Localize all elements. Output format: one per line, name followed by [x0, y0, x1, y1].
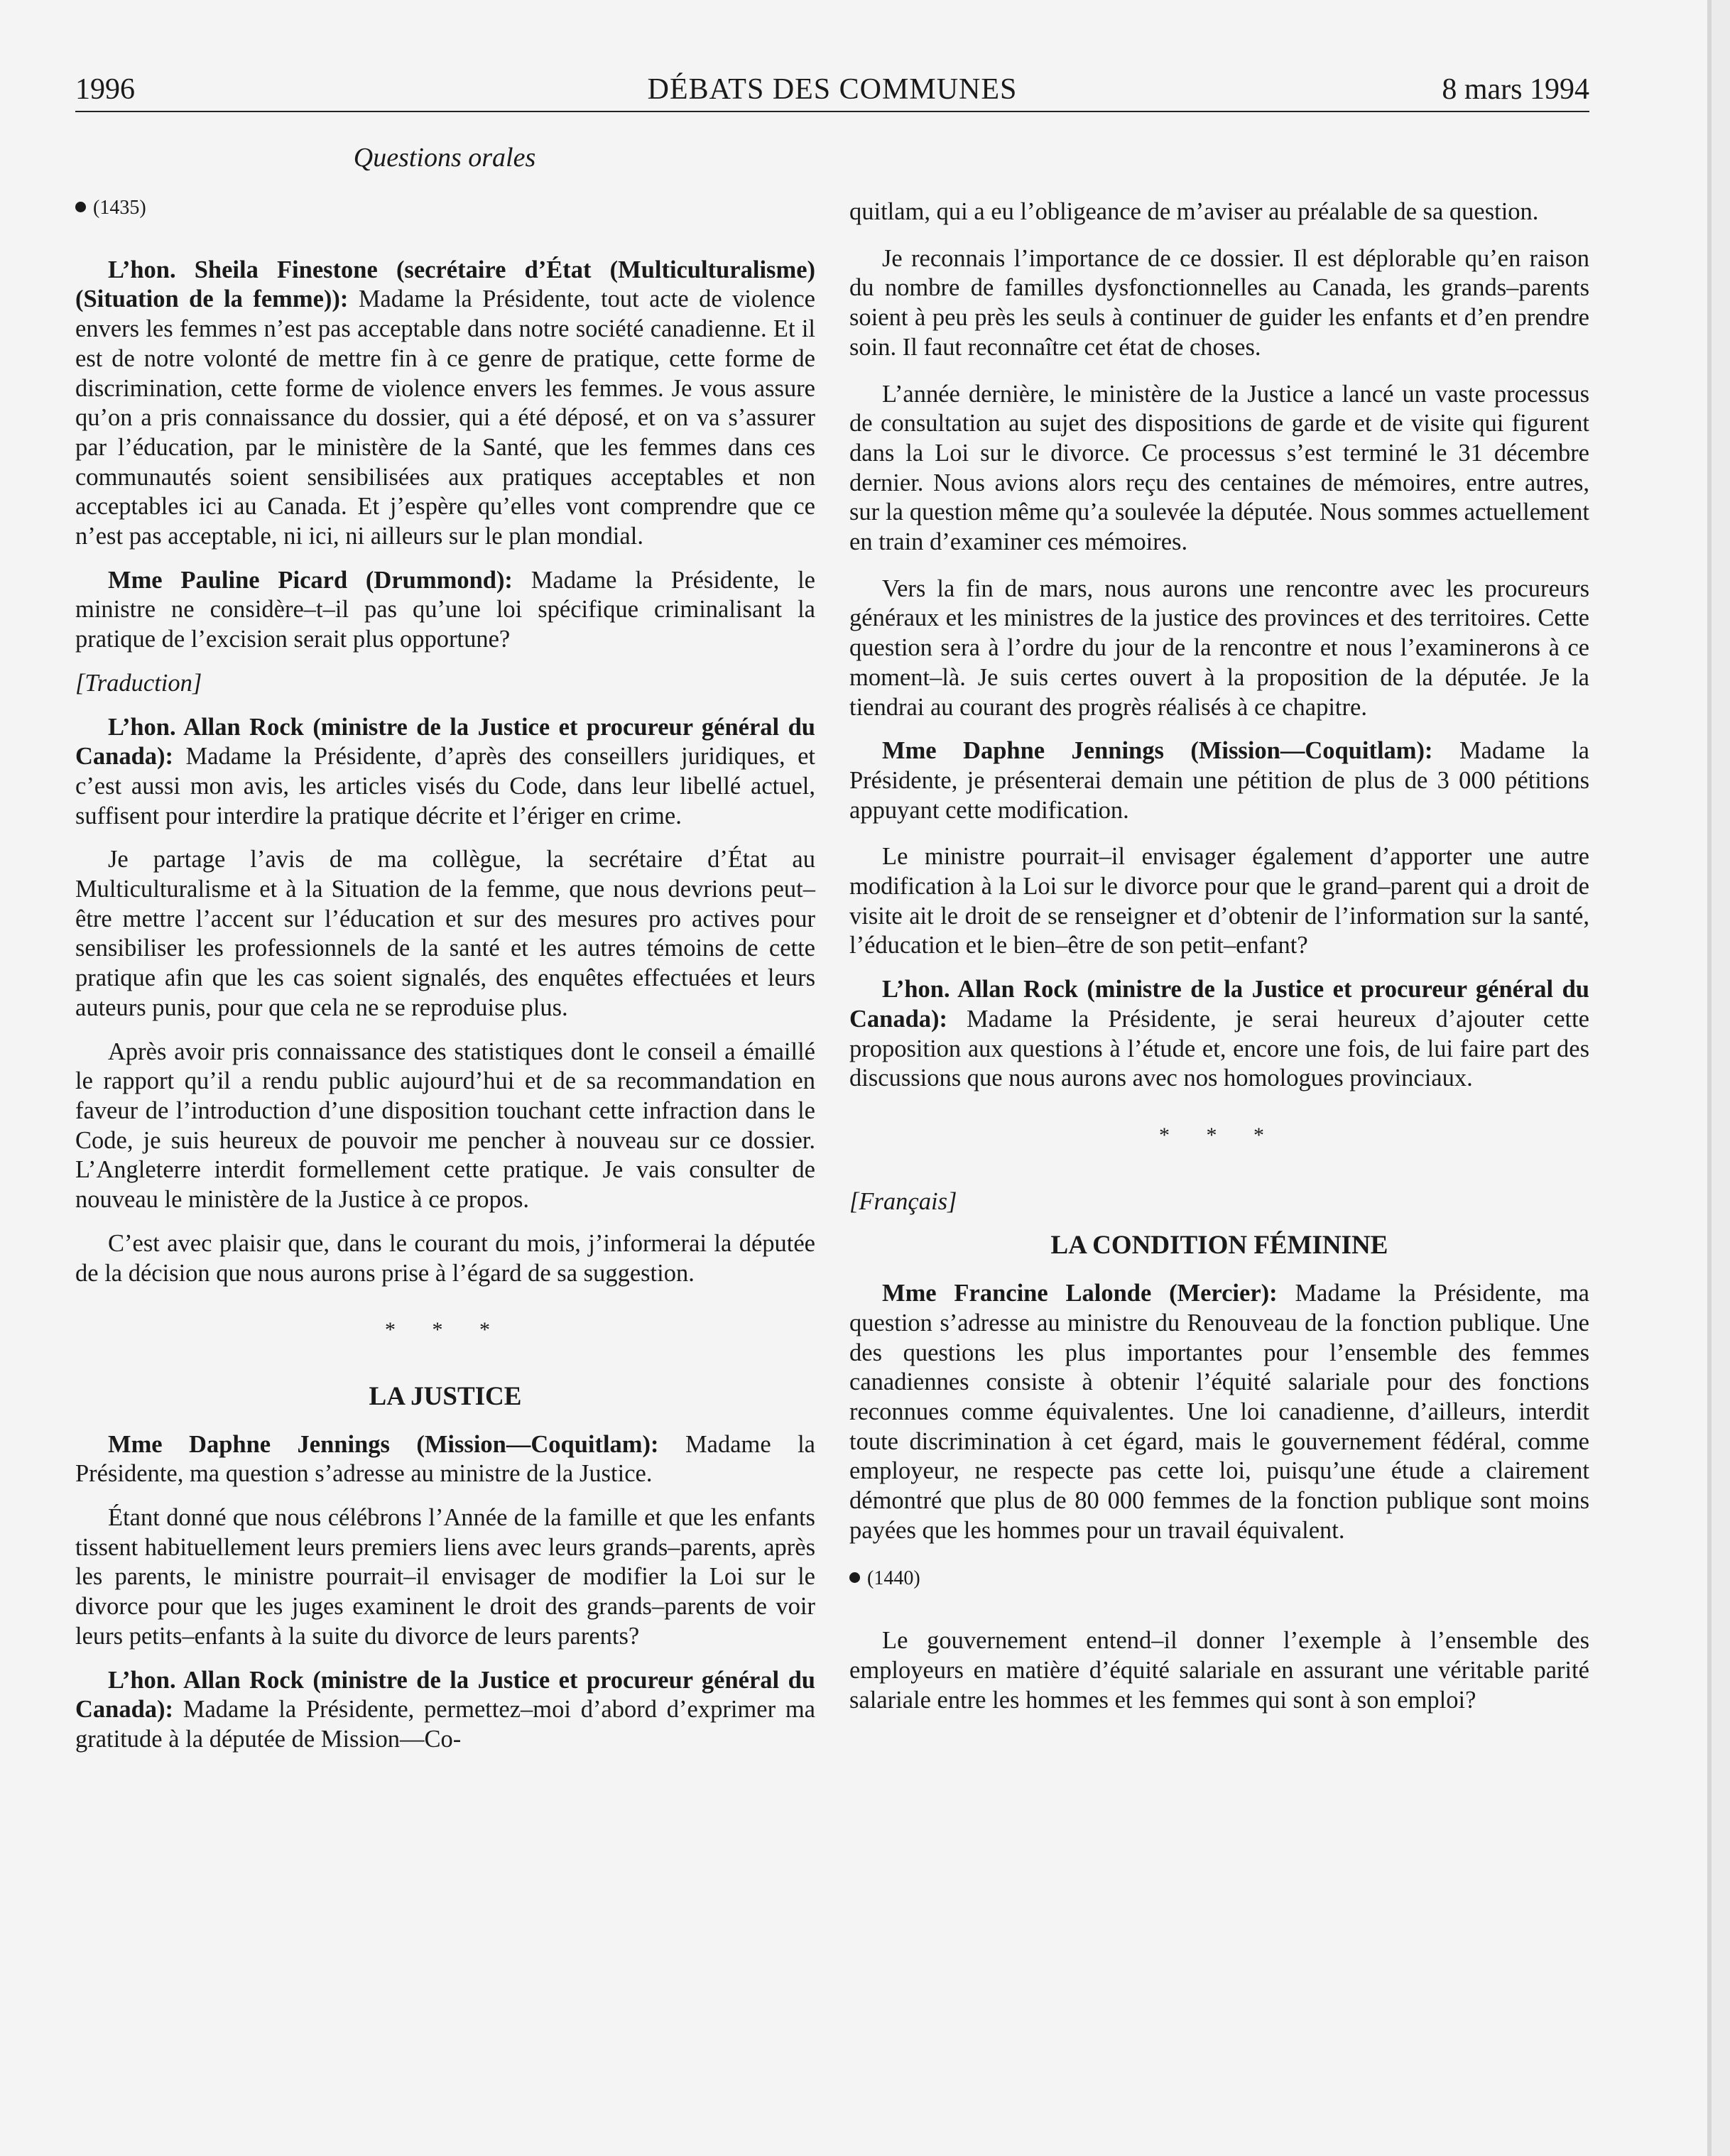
paragraph: Je partage l’avis de ma collègue, la secrétaire d’État au Multiculturalisme et à la Situation de la femme, que nous devrions peut–être mettre l’accent sur l’éducation et sur des mesures pro actives pour sensibiliser les professionnels de la santé et les autres témoins de cette pratique afin que les cas soient signalés, des enquêtes effectuées et leurs auteurs punis, pour que cela ne se reproduise plus.	[75, 846, 815, 1021]
speaker-name: L’hon. Allan Rock (ministre de la Justice et procureur général du Canada):	[75, 713, 815, 771]
paragraph: Je reconnais l’importance de ce dossier. Il est déplorable qu’en raison du nombre de familles dysfonctionnelles au Canada, les grands–parents soient à peu près les seuls à continuer de guider les enfants et d’en prendre soin. Il faut reconnaître cet état de choses.	[849, 244, 1589, 361]
paragraph: Mme Daphne Jennings (Mission—Coquitlam): Madame la Présidente, je présenterai demain une pétition de plus de 3 000 pétitions appuyant cette modification.	[849, 737, 1589, 824]
paragraph: quitlam, qui a eu l’obligeance de m’aviser au préalable de sa question.	[849, 198, 1539, 225]
page-number: 1996	[75, 73, 135, 106]
speaker-name: Mme Pauline Picard (Drummond):	[108, 566, 513, 594]
bullet-icon	[849, 1572, 860, 1583]
bullet-icon	[75, 202, 86, 212]
speaker-name: Mme Daphne Jennings (Mission—Coquitlam):	[882, 737, 1433, 765]
left-column	[75, 193, 815, 1769]
paragraph: Mme Francine Lalonde (Mercier): Madame la Présidente, ma question s’adresse au ministre du Renouveau de la fonction publique. Une des questions les plus importantes pour l’ensemble des femmes canadiennes consiste à obtenir l’équité salariale pour des fonctions reconnues comme équivalentes. Une loi canadienne, d’ailleurs, interdit toute discrimination à cet égard, mais le gouvernement fédéral, comme employeur, ne respecte pas cette loi, puisqu’une étude a clairement démontré que plus de 80 000 femmes de la fonction publique sont moins payées que les hommes pour un travail équivalent.	[849, 1280, 1589, 1544]
page-header	[75, 68, 1589, 112]
publication-date: 8 mars 1994	[1442, 73, 1589, 106]
paragraph: L’hon. Allan Rock (ministre de la Justice et procureur général du Canada): Madame la Présidente, permettez–moi d’abord d’exprimer ma gratitude à la députée de Mission—Co-	[75, 1666, 815, 1753]
rubric-heading: LA JUSTICE	[369, 1381, 522, 1411]
speaker-name: Mme Daphne Jennings (Mission—Coquitlam):	[108, 1430, 659, 1458]
section-divider: * * *	[1159, 1123, 1280, 1147]
speaker-name: L’hon. Allan Rock (ministre de la Justice et procureur général du Canada):	[849, 976, 1589, 1033]
speaker-name: Mme Francine Lalonde (Mercier):	[882, 1280, 1278, 1307]
time-marker: (1435)	[75, 193, 815, 223]
section-divider: * * *	[385, 1318, 506, 1342]
rubric-heading: LA CONDITION FÉMININE	[1050, 1231, 1388, 1261]
paragraph: Mme Pauline Picard (Drummond): Madame la Présidente, le ministre ne considère–t–il pas qu’une loi spécifique criminalisant la pratique de l’excision serait plus opportune?	[75, 566, 815, 653]
paragraph: L’hon. Sheila Finestone (secrétaire d’État (Multiculturalisme) (Situation de la femme)): Madame la Présidente, tout acte de violence envers les femmes n’est pas acceptable dans notre société canadienne. Et il est de notre volonté de mettre fin à ce genre de pratique, cette forme de discrimination, cette forme de violence envers les femmes. Je vous assure qu’on a pris connaissance du dossier, qui a été déposé, et on va s’assurer par l’éducation, par le ministère de la Santé, que les femmes dans ces communautés soient sensibilisées aux pratiques acceptables et non acceptables ici au Canada. Et j’espère qu’elles vont comprendre que ce n’est pas acceptable, ni ici, ni ailleurs sur le plan mondial.	[75, 256, 815, 550]
paragraph: L’hon. Allan Rock (ministre de la Justice et procureur général du Canada): Madame la Présidente, je serai heureux d’ajouter cette proposition aux questions à l’étude et, encore une fois, de lui faire part des discussions que nous aurons avec nos homologues provinciaux.	[849, 976, 1589, 1092]
paragraph: Le gouvernement entend–il donner l’exemple à l’ensemble des employeurs en matière d’équité salariale en assurant une véritable parité salariale entre les hommes et les femmes qui sont à son emploi?	[849, 1627, 1589, 1714]
language-marker: [Français]	[849, 1187, 957, 1215]
paragraph: Le ministre pourrait–il envisager également d’apporter une autre modification à la Loi sur le divorce pour que le grand–parent qui a droit de visite ait le droit de se renseigner et d’obtenir de l’information sur la santé, l’éducation et le bien–être de son petit–enfant?	[849, 843, 1589, 959]
paragraph: Étant donné que nous célébrons l’Année de la famille et que les enfants tissent habituellement leurs premiers liens avec leurs grands–parents, après les parents, le ministre pourrait–il envisager de modifier la Loi sur le divorce pour que les juges examinent le droit des grands–parents de voir leurs petits–enfants à la suite du divorce de leurs parents?	[75, 1504, 815, 1650]
paragraph: L’année dernière, le ministère de la Justice a lancé un vaste processus de consultation au sujet des dispositions de garde et de visite qui figurent dans la Loi sur le divorce. Ce processus s’est terminé le 31 décembre dernier. Nous avions alors reçu des centaines de mémoires, entre autres, sur la question même qu’a soulevée la députée. Nous sommes actuellement en train d’examiner ces mémoires.	[849, 380, 1589, 556]
paragraph: Mme Daphne Jennings (Mission—Coquitlam): Madame la Présidente, ma question s’adresse au ministre de la Justice.	[75, 1430, 815, 1488]
paragraph: Vers la fin de mars, nous aurons une rencontre avec les procureurs généraux et les ministres de la justice des provinces et des territoires. Cette question sera à l’ordre du jour de la rencontre et nous l’examinerons à ce moment–là. Je suis certes ouvert à la proposition de la députée. Je la tiendrai au courant des progrès réalisés à ce chapitre.	[849, 575, 1589, 721]
paragraph: L’hon. Allan Rock (ministre de la Justice et procureur général du Canada): Madame la Présidente, d’après des conseillers juridiques, et c’est aussi mon avis, les articles visés du Code, dans leur libellé actuel, suffisent pour interdire la pratique décrite et l’ériger en crime.	[75, 713, 815, 829]
paragraph: Après avoir pris connaissance des statistiques dont le conseil a émaillé le rapport qu’il a rendu public aujourd’hui et de sa recommandation en faveur de l’introduction d’une disposition touchant cette infraction dans le Code, je suis heureux de pouvoir me pencher à nouveau sur ce dossier. L’Angleterre interdit formellement cette pratique. Je vais consulter de nouveau le ministère de la Justice à ce propos.	[75, 1038, 815, 1214]
language-marker: [Traduction]	[75, 669, 202, 697]
speaker-name: L’hon. Allan Rock (ministre de la Justice et procureur général du Canada):	[75, 1666, 815, 1724]
speaker-name: L’hon. Sheila Finestone (secrétaire d’État (Multiculturalisme) (Situation de la femme)):	[75, 256, 815, 313]
paragraph: C’est avec plaisir que, dans le courant du mois, j’informerai la députée de la décision que nous aurons prise à l’égard de sa suggestion.	[75, 1229, 815, 1287]
publication-title: DÉBATS DES COMMUNES	[647, 73, 1018, 106]
time-marker: (1440)	[849, 1564, 1589, 1594]
section-label: Questions orales	[353, 143, 536, 173]
right-column	[849, 197, 1589, 1729]
